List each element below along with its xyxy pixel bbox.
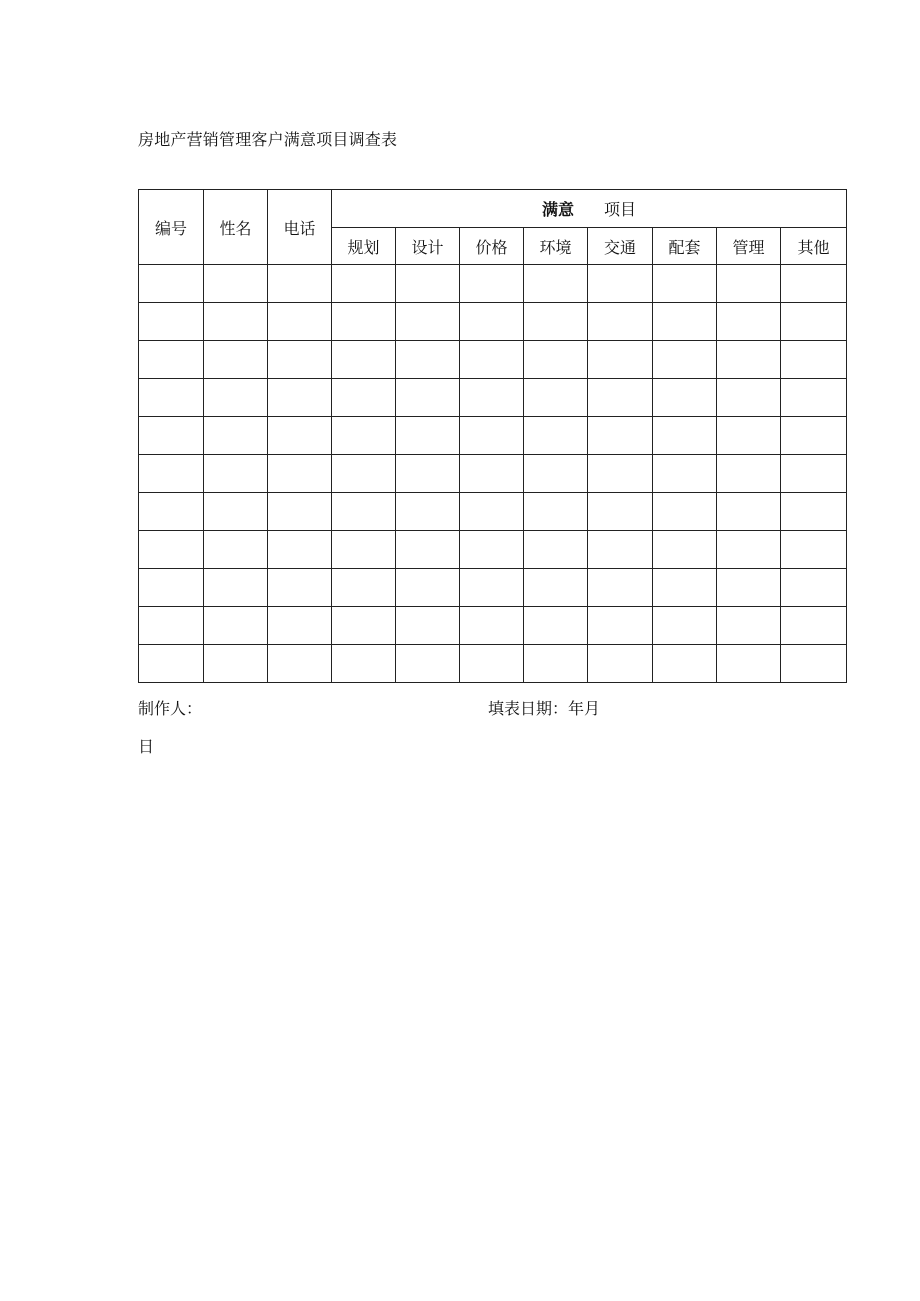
table-cell	[717, 341, 781, 379]
column-header-id: 编号	[139, 190, 204, 265]
table-cell	[204, 379, 268, 417]
table-cell	[460, 417, 524, 455]
column-header-price: 价格	[460, 228, 524, 265]
table-row	[139, 265, 847, 303]
table-cell	[588, 607, 653, 645]
day-label: 日	[138, 737, 155, 756]
table-cell	[781, 341, 847, 379]
table-cell	[396, 379, 460, 417]
table-cell	[268, 607, 332, 645]
table-cell	[332, 645, 396, 683]
column-header-environment: 环境	[524, 228, 588, 265]
table-cell	[653, 303, 717, 341]
table-cell	[781, 379, 847, 417]
table-row	[139, 341, 847, 379]
table-cell	[268, 417, 332, 455]
table-cell	[717, 455, 781, 493]
table-cell	[717, 417, 781, 455]
table-cell	[332, 531, 396, 569]
table-cell	[396, 265, 460, 303]
table-cell	[717, 303, 781, 341]
table-cell	[332, 569, 396, 607]
table-cell	[524, 265, 588, 303]
table-cell	[268, 265, 332, 303]
table-cell	[653, 531, 717, 569]
table-cell	[396, 341, 460, 379]
table-cell	[139, 303, 204, 341]
table-cell	[653, 455, 717, 493]
table-cell	[460, 645, 524, 683]
table-cell	[396, 645, 460, 683]
table-cell	[204, 493, 268, 531]
survey-table	[138, 189, 847, 683]
table-cell	[204, 569, 268, 607]
table-cell	[139, 645, 204, 683]
column-header-name: 性名	[204, 190, 268, 265]
table-cell	[332, 265, 396, 303]
table-cell	[524, 379, 588, 417]
table-cell	[204, 265, 268, 303]
table-cell	[268, 341, 332, 379]
date-label: 填表日期：年月	[488, 699, 601, 718]
table-cell	[653, 645, 717, 683]
table-cell	[524, 341, 588, 379]
maker-label: 制作人：	[138, 699, 203, 718]
table-cell	[332, 607, 396, 645]
table-cell	[460, 303, 524, 341]
table-row	[139, 455, 847, 493]
table-cell	[781, 265, 847, 303]
column-group-satisfaction	[332, 190, 847, 228]
table-body	[139, 265, 847, 683]
table-cell	[717, 531, 781, 569]
table-cell	[139, 607, 204, 645]
column-header-other: 其他	[781, 228, 847, 265]
table-cell	[717, 379, 781, 417]
table-row	[139, 379, 847, 417]
table-cell	[588, 303, 653, 341]
table-cell	[781, 569, 847, 607]
table-row	[139, 531, 847, 569]
table-cell	[204, 455, 268, 493]
table-cell	[653, 341, 717, 379]
table-cell	[588, 379, 653, 417]
column-header-facilities: 配套	[653, 228, 717, 265]
table-cell	[139, 417, 204, 455]
table-cell	[268, 455, 332, 493]
table-cell	[268, 303, 332, 341]
table-cell	[460, 607, 524, 645]
table-cell	[588, 531, 653, 569]
table-cell	[460, 379, 524, 417]
table-cell	[524, 645, 588, 683]
group-label-items: 项目	[604, 200, 637, 219]
table-cell	[588, 455, 653, 493]
table-cell	[460, 265, 524, 303]
column-header-planning: 规划	[332, 228, 396, 265]
table-cell	[139, 493, 204, 531]
column-header-phone: 电话	[268, 190, 332, 265]
table-cell	[268, 493, 332, 531]
table-cell	[717, 645, 781, 683]
table-cell	[139, 265, 204, 303]
table-row	[139, 303, 847, 341]
table-cell	[332, 493, 396, 531]
table-cell	[268, 531, 332, 569]
table-cell	[653, 379, 717, 417]
table-cell	[460, 531, 524, 569]
table-cell	[781, 607, 847, 645]
table-cell	[588, 341, 653, 379]
table-cell	[332, 417, 396, 455]
table-cell	[139, 379, 204, 417]
table-cell	[396, 531, 460, 569]
table-cell	[460, 455, 524, 493]
table-cell	[460, 341, 524, 379]
table-cell	[524, 493, 588, 531]
table-cell	[396, 303, 460, 341]
table-cell	[781, 455, 847, 493]
group-label-satisfaction: 满意	[542, 200, 575, 219]
table-cell	[588, 417, 653, 455]
table-cell	[588, 493, 653, 531]
table-cell	[717, 265, 781, 303]
table-cell	[524, 569, 588, 607]
table-row	[139, 607, 847, 645]
table-cell	[717, 493, 781, 531]
table-cell	[524, 455, 588, 493]
table-cell	[204, 645, 268, 683]
table-row	[139, 569, 847, 607]
page-title: 房地产营销管理客户满意项目调查表	[138, 130, 398, 149]
table-cell	[139, 569, 204, 607]
table-cell	[781, 645, 847, 683]
table-cell	[268, 569, 332, 607]
table-cell	[717, 569, 781, 607]
table-cell	[268, 645, 332, 683]
table-cell	[332, 341, 396, 379]
table-cell	[204, 531, 268, 569]
table-cell	[332, 303, 396, 341]
table-cell	[204, 303, 268, 341]
table-row	[139, 493, 847, 531]
table-cell	[653, 569, 717, 607]
table-cell	[396, 607, 460, 645]
table-row	[139, 417, 847, 455]
table-cell	[139, 341, 204, 379]
table-cell	[524, 607, 588, 645]
table-cell	[588, 645, 653, 683]
column-header-management: 管理	[717, 228, 781, 265]
table-cell	[204, 607, 268, 645]
table-cell	[588, 569, 653, 607]
table-cell	[139, 455, 204, 493]
table-cell	[653, 607, 717, 645]
table-cell	[524, 303, 588, 341]
table-cell	[332, 455, 396, 493]
table-cell	[204, 417, 268, 455]
table-cell	[653, 417, 717, 455]
table-cell	[653, 493, 717, 531]
table-cell	[781, 531, 847, 569]
table-cell	[653, 265, 717, 303]
table-cell	[396, 569, 460, 607]
table-cell	[460, 569, 524, 607]
table-cell	[717, 607, 781, 645]
table-cell	[396, 455, 460, 493]
table-cell	[588, 265, 653, 303]
table-cell	[396, 417, 460, 455]
column-header-design: 设计	[396, 228, 460, 265]
table-row	[139, 645, 847, 683]
table-cell	[460, 493, 524, 531]
table-cell	[332, 379, 396, 417]
table-cell	[204, 341, 268, 379]
table-cell	[781, 417, 847, 455]
table-cell	[396, 493, 460, 531]
table-cell	[781, 493, 847, 531]
table-cell	[524, 531, 588, 569]
column-header-traffic: 交通	[588, 228, 653, 265]
table-cell	[139, 531, 204, 569]
table-cell	[268, 379, 332, 417]
table-cell	[781, 303, 847, 341]
table-cell	[524, 417, 588, 455]
